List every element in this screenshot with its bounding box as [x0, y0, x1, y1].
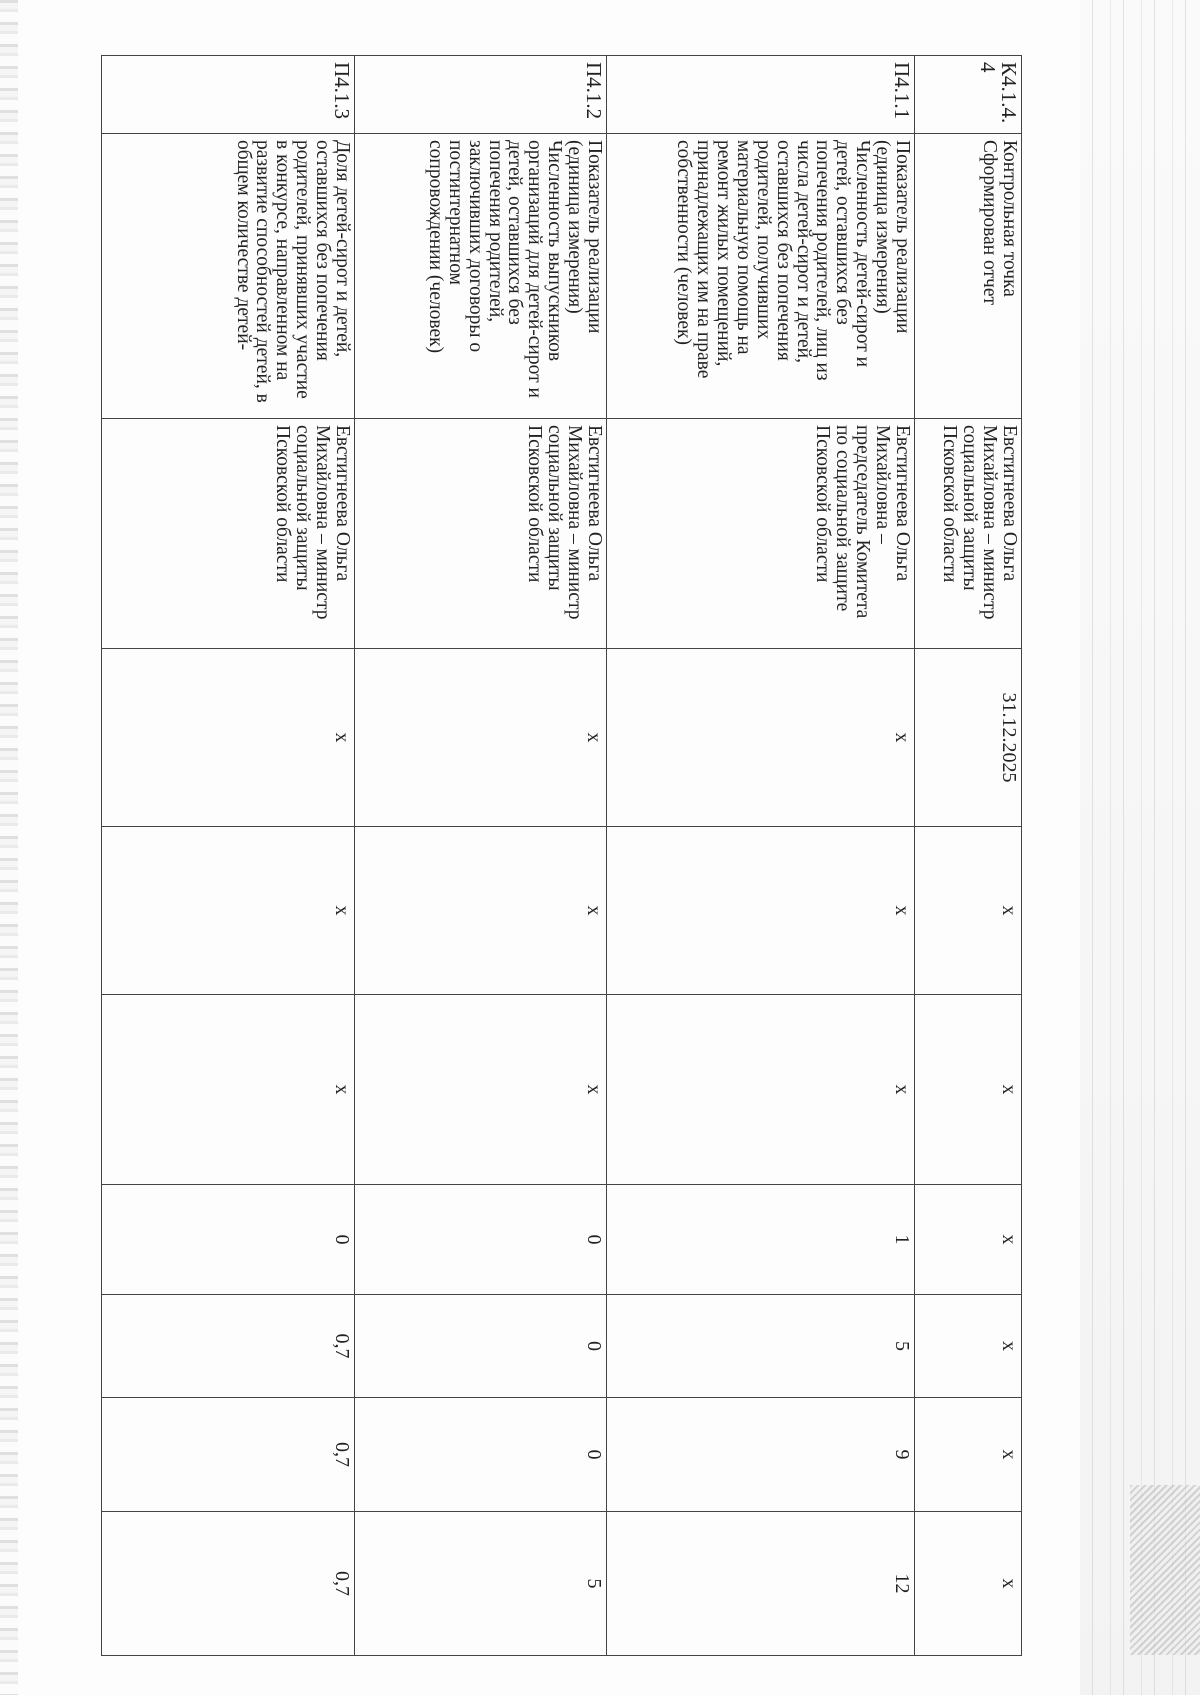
- row-value: х: [915, 1185, 1022, 1295]
- row-description: Показатель реализации (единица измерения) Численность выпускников организаций для детей-сирот и детей, оставшихся без попечения родителей, заключивших договоры о постинтернатном сопровождении (человек): [355, 134, 607, 419]
- row-code: П4.1.1: [607, 56, 915, 134]
- row-date: 31.12.2025: [915, 649, 1022, 827]
- rotated-table-wrapper: [102, 55, 1022, 1655]
- row-value: 0,7: [102, 1512, 355, 1656]
- row-description: Показатель реализации (единица измерения) Численность детей-сирот и детей, оставшихся без попечения родителей, лиц из числа детей-сирот и детей, оставшихся без попечения родителей, получивших материальную помощь на ремонт жилых помещений, принадлежащих им на праве собственности (человек): [607, 134, 915, 419]
- row-value: х: [915, 995, 1022, 1185]
- table-row: [607, 56, 915, 1656]
- row-value: 5: [607, 1295, 915, 1398]
- row-description: Доля детей-сирот и детей, оставшихся без попечения родителей, принявших участие в конкурсе, направленном на развитие способностей детей, в общем количестве детей-: [102, 134, 355, 419]
- row-date: х: [355, 649, 607, 827]
- row-value: 5: [355, 1512, 607, 1656]
- row-code: К4.1.4.4: [915, 56, 1022, 134]
- row-value: 0: [355, 1185, 607, 1295]
- row-value: х: [102, 827, 355, 995]
- row-responsible: Евстигнеева Ольга Михайловна – председатель Комитета по социальной защите Псковской области: [607, 419, 915, 649]
- row-value: 0: [355, 1398, 607, 1512]
- row-value: х: [915, 827, 1022, 995]
- row-value: 0,7: [102, 1398, 355, 1512]
- row-value: 0: [102, 1185, 355, 1295]
- row-responsible: Евстигнеева Ольга Михайловна – министр социальной защиты Псковской области: [915, 419, 1022, 649]
- scan-edge-right: [1080, 0, 1200, 1695]
- scan-edge-left: [0, 0, 18, 1695]
- row-value: 9: [607, 1398, 915, 1512]
- row-value: 0,7: [102, 1295, 355, 1398]
- row-code: П4.1.2: [355, 56, 607, 134]
- row-value: х: [607, 995, 915, 1185]
- row-date: х: [607, 649, 915, 827]
- row-value: х: [915, 1295, 1022, 1398]
- table-row: [915, 56, 1022, 1656]
- row-value: х: [102, 995, 355, 1185]
- row-responsible: Евстигнеева Ольга Михайловна – министр социальной защиты Псковской области: [355, 419, 607, 649]
- row-value: х: [915, 1512, 1022, 1656]
- indicator-table: [101, 55, 1022, 1656]
- row-value: 0: [355, 1295, 607, 1398]
- row-value: х: [607, 827, 915, 995]
- row-responsible: Евстигнеева Ольга Михайловна – министр социальной защиты Псковской области: [102, 419, 355, 649]
- table-row: [355, 56, 607, 1656]
- row-date: х: [102, 649, 355, 827]
- row-value: 12: [607, 1512, 915, 1656]
- row-description: Контрольная точка Сформирован отчет: [915, 134, 1022, 419]
- row-value: х: [355, 827, 607, 995]
- row-value: х: [355, 995, 607, 1185]
- table-row: [102, 56, 355, 1656]
- row-value: х: [915, 1398, 1022, 1512]
- row-code: П4.1.3: [102, 56, 355, 134]
- row-value: 1: [607, 1185, 915, 1295]
